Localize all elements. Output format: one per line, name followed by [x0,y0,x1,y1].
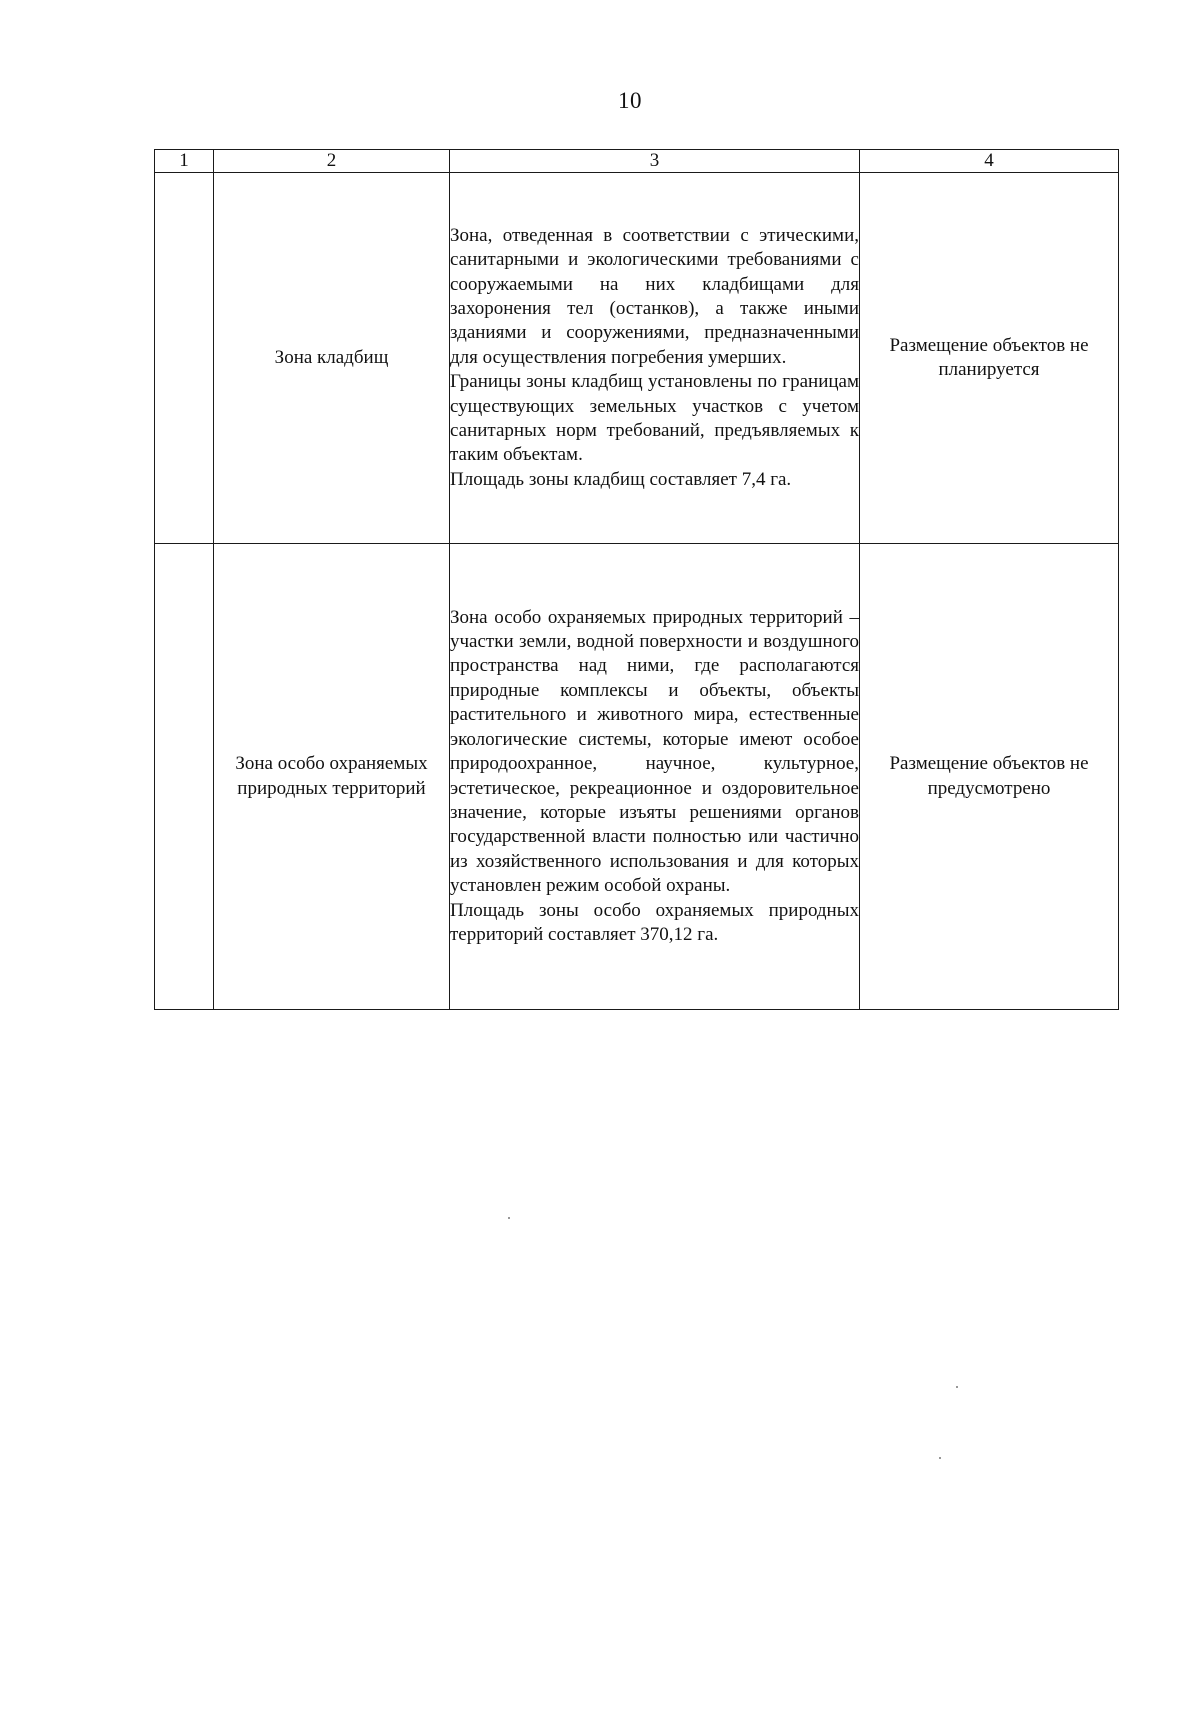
placement-cell: Размещение объектов не планируется [860,173,1119,544]
table-header-row [155,150,1119,173]
description-paragraph: Границы зоны кладбищ установлены по границам существующих земельных участков с учетом санитарных норм требований, предъявляемых к таким объектам. [450,371,859,466]
column-header-4: 4 [860,150,1119,173]
zones-table [154,149,1119,1010]
description-paragraph: Площадь зоны особо охраняемых природных территорий составляет 370,12 га. [450,899,859,945]
row-number-cell [155,544,214,1010]
description-paragraph: Зона особо охраняемых природных территорий – участки земли, водной поверхности и воздушного пространства над ними, где располагаются природные комплексы и объекты, объекты растительного и животного мира, естественные экологические системы, которые имеют особое природоохранное, научное, культурное, эстетическое, рекреационное и оздоровительное значение, которые изъяты решениями органов государственной власти полностью или частично из хозяйственного использования и для которых установлен режим особой охраны. [450,606,859,897]
table-row [155,544,1119,1010]
row-number-cell [155,173,214,544]
zone-name-cell: Зона особо охраняемых природных территорий [214,544,450,1010]
zone-description-cell [450,544,860,1010]
placement-cell: Размещение объектов не предусмотрено [860,544,1119,1010]
description-paragraph: Зона, отведенная в соответствии с этическими, санитарными и экологическими требованиями с сооружаемыми на них кладбищами для захоронения тел (останков), а также иными зданиями и сооружениями, предназначенными для осуществления погребения умерших. [450,224,859,368]
column-header-2: 2 [214,150,450,173]
zone-name-cell: Зона кладбищ [214,173,450,544]
scan-speck [508,1217,510,1219]
zone-description-cell [450,173,860,544]
column-header-1: 1 [155,150,214,173]
description-paragraph: Площадь зоны кладбищ составляет 7,4 га. [450,468,792,490]
page-number: 10 [618,88,642,113]
scan-speck [939,1457,941,1459]
table-row [155,173,1119,544]
column-header-3: 3 [450,150,860,173]
scan-speck [956,1386,958,1388]
